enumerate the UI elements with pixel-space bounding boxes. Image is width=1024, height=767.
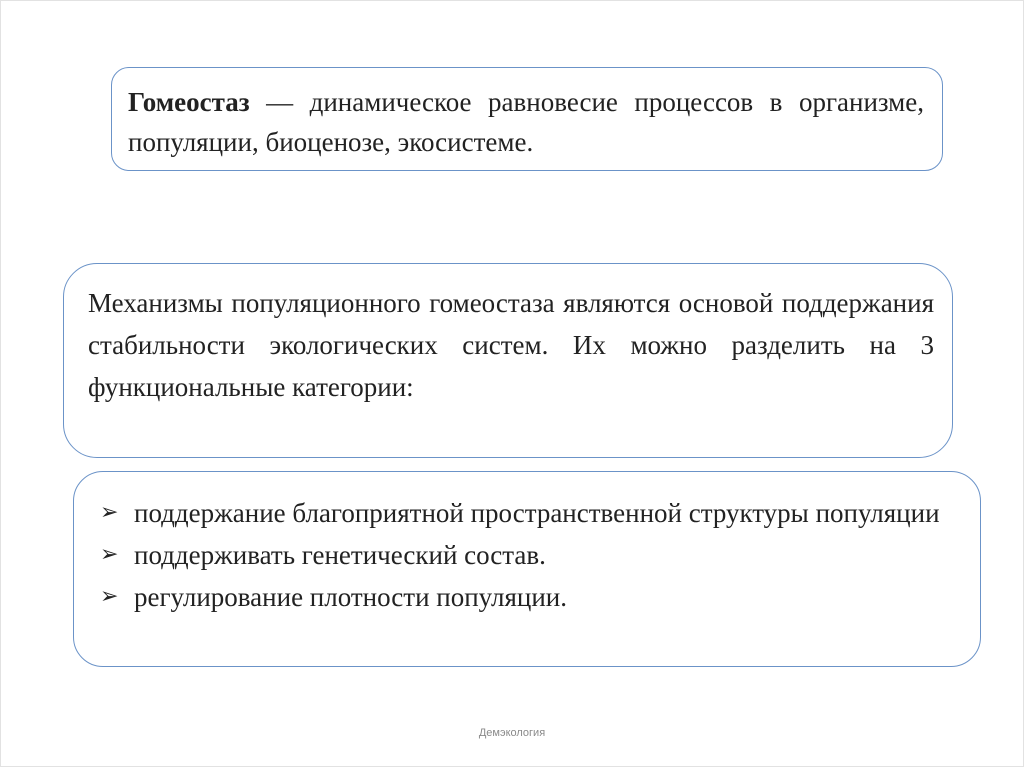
list-item-text: поддерживать генетический состав. [134,540,546,570]
mechanisms-box [63,263,953,458]
list-item [96,534,962,576]
definition-box [111,67,943,171]
definition-text: — динамическое равновесие процессов в организме, популяции, биоценозе, экосистеме. [128,87,924,157]
mechanisms-paragraph: Механизмы популяционного гомеостаза являются основой поддержания стабильности экологических систем. Их можно разделить на 3 функциональные категории: [88,288,934,402]
list-item [96,492,962,534]
arrow-bullet-icon: ➢ [100,542,119,567]
list-item-text: регулирование плотности популяции. [134,582,567,612]
footer-label: Демэкология [478,727,546,739]
arrow-bullet-icon: ➢ [100,500,119,525]
arrow-bullet-icon: ➢ [100,584,119,609]
list-item [96,576,962,618]
categories-list [96,492,962,618]
list-item-text: поддержание благоприятной пространственной структуры популяции [134,498,940,528]
categories-box [73,471,981,667]
definition-paragraph [128,82,924,162]
definition-term: Гомеостаз [128,87,250,117]
